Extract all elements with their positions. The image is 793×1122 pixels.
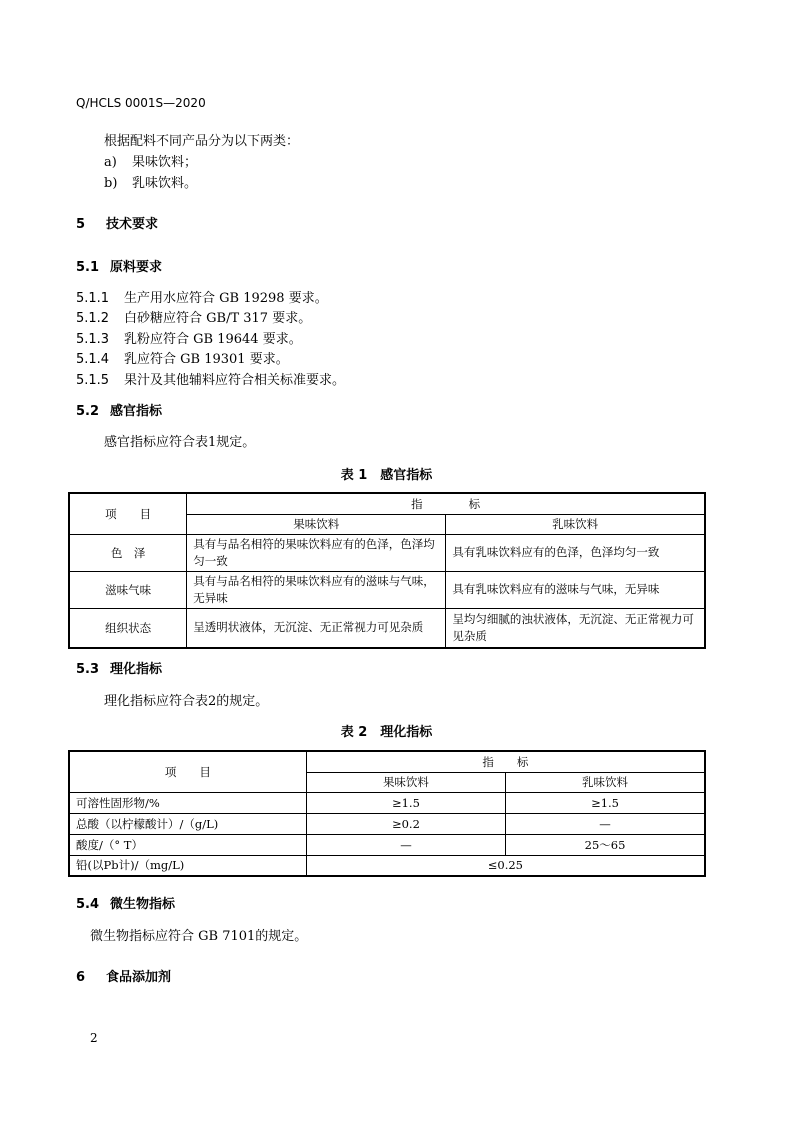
cell-lead-value: ≤0.25 [306,855,705,876]
column-header-milk: 乳味饮料 [506,772,705,792]
column-header-fruit: 果味饮料 [187,514,446,534]
item-text: 果味饮料； [132,155,198,170]
clause-number: 5.1.3 [76,332,110,347]
section-number: 5.4 [76,897,100,912]
section-number: 6 [76,970,86,985]
section-5-3-heading [76,658,162,677]
table-row [69,571,705,608]
clause-text: 白砂糖应符合 GB/T 317 要求。 [124,311,312,326]
section-number: 5 [76,217,86,232]
clause-text: 果汁及其他辅料应符合相关标准要求。 [124,373,346,388]
physicochemical-table [68,750,706,877]
row-item: 可溶性固形物/% [69,792,306,813]
section-title: 感官指标 [110,404,163,419]
row-item: 滋味气味 [69,571,187,608]
column-header-fruit: 果味饮料 [306,772,505,792]
cell-milk: — [506,813,705,834]
clause-text: 生产用水应符合 GB 19298 要求。 [124,291,328,306]
clause-5-1-4 [76,348,289,367]
table-row [69,855,705,876]
table-header-index: 指 标 [306,751,705,772]
section-title: 微生物指标 [110,897,176,912]
intro-item-a [104,151,197,170]
table-row [69,534,705,571]
cell-milk: 呈均匀细腻的浊状液体，无沉淀、无正常视力可见杂质 [446,608,705,648]
section-title: 技术要求 [106,217,159,232]
clause-text: 乳应符合 GB 19301 要求。 [124,352,289,367]
section-5-heading [76,213,158,232]
row-item: 组织状态 [69,608,187,648]
clause-5-1-2 [76,307,311,326]
column-header-milk: 乳味饮料 [446,514,705,534]
table-row [69,608,705,648]
table-1-caption: 表 1 感官指标 [340,468,433,483]
section-title: 理化指标 [110,662,163,677]
cell-milk: ≥1.5 [506,792,705,813]
cell-fruit: ≥1.5 [306,792,505,813]
cell-fruit: 具有与品名相符的果味饮料应有的滋味与气味，无异味 [187,571,446,608]
section-5-1-heading [76,256,162,275]
clause-number: 5.1.2 [76,311,110,326]
item-marker: b) [104,176,118,191]
clause-number: 5.1.1 [76,291,110,306]
clause-5-1-1 [76,287,328,306]
section-number: 5.3 [76,662,100,677]
cell-milk: 具有乳味饮料应有的色泽，色泽均匀一致 [446,534,705,571]
section-title: 食品添加剂 [106,970,172,985]
row-item: 酸度/（° T） [69,834,306,855]
table-header-item: 项 目 [69,493,187,534]
clause-5-1-3 [76,328,302,347]
cell-fruit: 具有与品名相符的果味饮料应有的色泽，色泽均匀一致 [187,534,446,571]
cell-milk: 25～65 [506,834,705,855]
page-number: 2 [90,1031,98,1045]
section-title: 原料要求 [110,260,163,275]
row-item: 总酸（以柠檬酸计）/（g/L) [69,813,306,834]
section-number: 5.2 [76,404,100,419]
table-header-index: 指 标 [187,493,705,514]
row-item: 铅(以Pb计)/（mg/L) [69,855,306,876]
cell-fruit: ≥0.2 [306,813,505,834]
document-code: Q/HCLS 0001S—2020 [76,96,206,110]
row-item: 色 泽 [69,534,187,571]
intro-item-b [104,172,197,191]
section-number: 5.1 [76,260,100,275]
sensory-table [68,492,706,649]
cell-milk: 具有乳味饮料应有的滋味与气味，无异味 [446,571,705,608]
section-5-2-text: 感官指标应符合表1规定。 [104,435,256,450]
clause-text: 乳粉应符合 GB 19644 要求。 [124,332,302,347]
cell-fruit: 呈透明状液体，无沉淀、无正常视力可见杂质 [187,608,446,648]
table-row [69,792,705,813]
table-row [69,813,705,834]
clause-number: 5.1.4 [76,352,110,367]
clause-number: 5.1.5 [76,373,110,388]
table-2-caption: 表 2 理化指标 [340,725,433,740]
clause-5-1-5 [76,369,345,388]
section-5-4-text: 微生物指标应符合 GB 7101的规定。 [90,929,308,944]
cell-fruit: — [306,834,505,855]
section-6-heading [76,966,171,985]
section-5-3-text: 理化指标应符合表2的规定。 [104,694,269,709]
table-row [69,834,705,855]
item-text: 乳味饮料。 [132,176,198,191]
section-5-2-heading [76,400,162,419]
item-marker: a) [104,155,117,170]
intro-text: 根据配料不同产品分为以下两类： [104,134,300,149]
table-header-item: 项 目 [69,751,306,792]
section-5-4-heading [76,893,175,912]
